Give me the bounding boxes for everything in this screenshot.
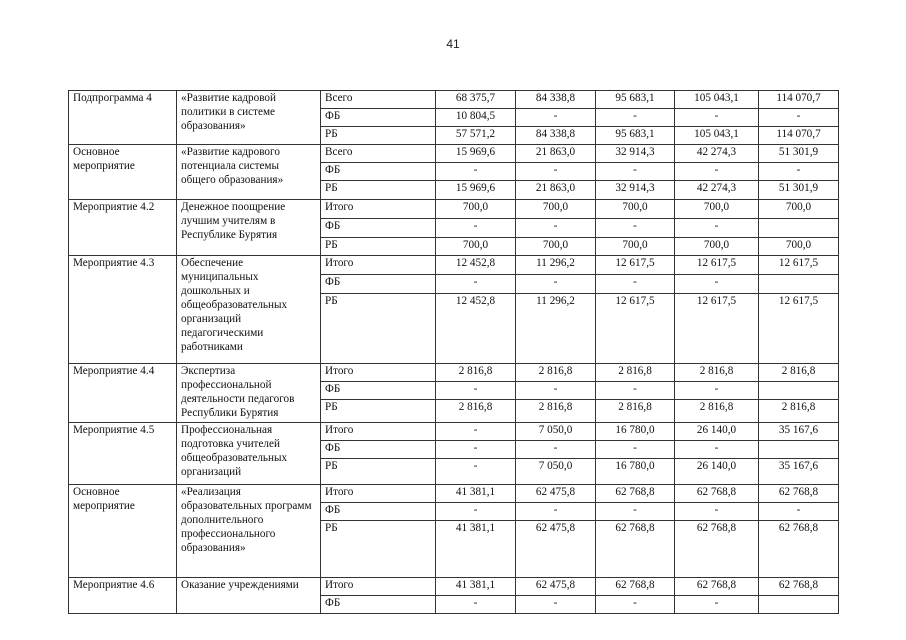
amount-cell: -	[675, 441, 759, 459]
row-code: Основное мероприятие	[69, 145, 177, 200]
amount-cell: 84 338,8	[516, 127, 596, 145]
row-name: Экспертиза профессиональной деятельности педагогов Республики Бурятия	[177, 364, 321, 423]
funding-source: ФБ	[321, 382, 436, 400]
row-name: «Реализация образовательных программ дополнительного профессионального образования»	[177, 485, 321, 578]
funding-source: РБ	[321, 521, 436, 578]
amount-cell: 2 816,8	[596, 400, 675, 423]
amount-cell: 11 296,2	[516, 256, 596, 275]
amount-cell: 16 780,0	[596, 459, 675, 485]
amount-cell: 114 070,7	[759, 91, 839, 109]
amount-cell: -	[436, 459, 516, 485]
row-code: Мероприятие 4.5	[69, 423, 177, 485]
amount-cell: -	[675, 503, 759, 521]
amount-cell: 41 381,1	[436, 485, 516, 503]
budget-table	[68, 90, 839, 614]
amount-cell: -	[436, 596, 516, 614]
funding-source: Итого	[321, 423, 436, 441]
amount-cell: 95 683,1	[596, 127, 675, 145]
amount-cell: 105 043,1	[675, 127, 759, 145]
table-row	[69, 91, 839, 109]
amount-cell: 700,0	[759, 200, 839, 219]
funding-source: ФБ	[321, 503, 436, 521]
amount-cell: -	[675, 109, 759, 127]
amount-cell: 12 617,5	[759, 256, 839, 275]
amount-cell: 10 804,5	[436, 109, 516, 127]
amount-cell: -	[436, 423, 516, 441]
amount-cell: 32 914,3	[596, 145, 675, 163]
amount-cell: 2 816,8	[516, 364, 596, 382]
amount-cell: 41 381,1	[436, 578, 516, 596]
amount-cell: -	[675, 596, 759, 614]
amount-cell: 42 274,3	[675, 145, 759, 163]
amount-cell: 62 768,8	[596, 521, 675, 578]
amount-cell: 62 475,8	[516, 521, 596, 578]
amount-cell: 68 375,7	[436, 91, 516, 109]
funding-source: Итого	[321, 485, 436, 503]
amount-cell: 62 768,8	[675, 485, 759, 503]
amount-cell: 35 167,6	[759, 459, 839, 485]
row-name: Денежное поощрение лучшим учителям в Республике Бурятия	[177, 200, 321, 256]
amount-cell: -	[675, 275, 759, 294]
amount-cell: 700,0	[675, 200, 759, 219]
amount-cell: -	[675, 163, 759, 181]
funding-source: Итого	[321, 256, 436, 275]
funding-source: ФБ	[321, 441, 436, 459]
amount-cell: -	[516, 163, 596, 181]
row-code: Подпрограмма 4	[69, 91, 177, 145]
row-name: «Развитие кадровой политики в системе образования»	[177, 91, 321, 145]
amount-cell: 62 475,8	[516, 578, 596, 596]
amount-cell: 62 768,8	[759, 521, 839, 578]
funding-source: РБ	[321, 238, 436, 256]
table-row	[69, 485, 839, 503]
amount-cell: 26 140,0	[675, 459, 759, 485]
table-row	[69, 578, 839, 596]
amount-cell: -	[436, 503, 516, 521]
row-code: Мероприятие 4.6	[69, 578, 177, 614]
amount-cell	[759, 441, 839, 459]
amount-cell: 21 863,0	[516, 181, 596, 200]
table-row	[69, 200, 839, 219]
amount-cell: 105 043,1	[675, 91, 759, 109]
row-name: Обеспечение муниципальных дошкольных и общеобразовательных организаций педагогическими работниками	[177, 256, 321, 364]
funding-source: ФБ	[321, 275, 436, 294]
amount-cell: 35 167,6	[759, 423, 839, 441]
funding-source: РБ	[321, 294, 436, 364]
table-row	[69, 145, 839, 163]
table-row	[69, 423, 839, 441]
amount-cell: 700,0	[596, 200, 675, 219]
budget-table-body	[69, 91, 839, 614]
amount-cell: 62 768,8	[759, 485, 839, 503]
amount-cell: 15 969,6	[436, 145, 516, 163]
amount-cell: 12 617,5	[596, 294, 675, 364]
amount-cell: -	[596, 382, 675, 400]
amount-cell: 57 571,2	[436, 127, 516, 145]
row-code: Основное мероприятие	[69, 485, 177, 578]
amount-cell: 21 863,0	[516, 145, 596, 163]
amount-cell: 700,0	[675, 238, 759, 256]
amount-cell: -	[516, 596, 596, 614]
amount-cell: 15 969,6	[436, 181, 516, 200]
amount-cell: -	[436, 441, 516, 459]
amount-cell: 12 452,8	[436, 294, 516, 364]
amount-cell: 32 914,3	[596, 181, 675, 200]
amount-cell: 7 050,0	[516, 459, 596, 485]
amount-cell: 700,0	[759, 238, 839, 256]
amount-cell: 700,0	[516, 238, 596, 256]
amount-cell: -	[596, 275, 675, 294]
row-code: Мероприятие 4.2	[69, 200, 177, 256]
amount-cell: -	[759, 503, 839, 521]
amount-cell: 62 768,8	[675, 521, 759, 578]
row-name: Профессиональная подготовка учителей общеобразовательных организаций	[177, 423, 321, 485]
amount-cell: 2 816,8	[436, 400, 516, 423]
funding-source: РБ	[321, 400, 436, 423]
amount-cell: -	[596, 596, 675, 614]
amount-cell: -	[675, 219, 759, 238]
amount-cell: 11 296,2	[516, 294, 596, 364]
amount-cell: 41 381,1	[436, 521, 516, 578]
amount-cell: 62 768,8	[596, 578, 675, 596]
amount-cell: -	[675, 382, 759, 400]
funding-source: ФБ	[321, 596, 436, 614]
funding-source: РБ	[321, 181, 436, 200]
row-name: Оказание учреждениями	[177, 578, 321, 614]
amount-cell: 51 301,9	[759, 145, 839, 163]
funding-source: РБ	[321, 127, 436, 145]
amount-cell: -	[516, 382, 596, 400]
amount-cell: 95 683,1	[596, 91, 675, 109]
amount-cell: 2 816,8	[675, 364, 759, 382]
amount-cell: -	[596, 503, 675, 521]
amount-cell: -	[759, 163, 839, 181]
amount-cell: -	[436, 275, 516, 294]
funding-source: Всего	[321, 145, 436, 163]
amount-cell: 62 768,8	[759, 578, 839, 596]
amount-cell: -	[516, 219, 596, 238]
amount-cell: 700,0	[516, 200, 596, 219]
amount-cell: 700,0	[596, 238, 675, 256]
amount-cell: -	[516, 275, 596, 294]
amount-cell: -	[596, 219, 675, 238]
amount-cell: -	[516, 441, 596, 459]
amount-cell: 2 816,8	[436, 364, 516, 382]
amount-cell: 700,0	[436, 200, 516, 219]
funding-source: Итого	[321, 200, 436, 219]
amount-cell: 26 140,0	[675, 423, 759, 441]
amount-cell: 2 816,8	[759, 400, 839, 423]
amount-cell: 2 816,8	[516, 400, 596, 423]
amount-cell: -	[596, 163, 675, 181]
funding-source: ФБ	[321, 219, 436, 238]
amount-cell: -	[436, 219, 516, 238]
amount-cell	[759, 382, 839, 400]
amount-cell: 700,0	[436, 238, 516, 256]
amount-cell: 12 452,8	[436, 256, 516, 275]
amount-cell: -	[436, 382, 516, 400]
amount-cell: 114 070,7	[759, 127, 839, 145]
amount-cell: 2 816,8	[759, 364, 839, 382]
amount-cell: 84 338,8	[516, 91, 596, 109]
amount-cell: 12 617,5	[596, 256, 675, 275]
amount-cell: 62 768,8	[675, 578, 759, 596]
table-row	[69, 256, 839, 275]
amount-cell: 62 768,8	[596, 485, 675, 503]
amount-cell: 42 274,3	[675, 181, 759, 200]
amount-cell: -	[596, 109, 675, 127]
amount-cell: -	[596, 441, 675, 459]
table-row	[69, 364, 839, 382]
funding-source: РБ	[321, 459, 436, 485]
funding-source: Итого	[321, 364, 436, 382]
funding-source: Всего	[321, 91, 436, 109]
funding-source: ФБ	[321, 163, 436, 181]
amount-cell	[759, 596, 839, 614]
row-name: «Развитие кадрового потенциала системы общего образования»	[177, 145, 321, 200]
amount-cell: 16 780,0	[596, 423, 675, 441]
amount-cell: 2 816,8	[675, 400, 759, 423]
amount-cell: -	[759, 109, 839, 127]
page-number: 41	[446, 37, 460, 51]
amount-cell: -	[516, 503, 596, 521]
funding-source: ФБ	[321, 109, 436, 127]
amount-cell: 12 617,5	[759, 294, 839, 364]
amount-cell: 2 816,8	[596, 364, 675, 382]
amount-cell	[759, 219, 839, 238]
amount-cell: -	[436, 163, 516, 181]
funding-source: Итого	[321, 578, 436, 596]
amount-cell: 7 050,0	[516, 423, 596, 441]
amount-cell: 12 617,5	[675, 256, 759, 275]
amount-cell	[759, 275, 839, 294]
row-code: Мероприятие 4.3	[69, 256, 177, 364]
amount-cell: 12 617,5	[675, 294, 759, 364]
amount-cell: 62 475,8	[516, 485, 596, 503]
amount-cell: -	[516, 109, 596, 127]
amount-cell: 51 301,9	[759, 181, 839, 200]
row-code: Мероприятие 4.4	[69, 364, 177, 423]
